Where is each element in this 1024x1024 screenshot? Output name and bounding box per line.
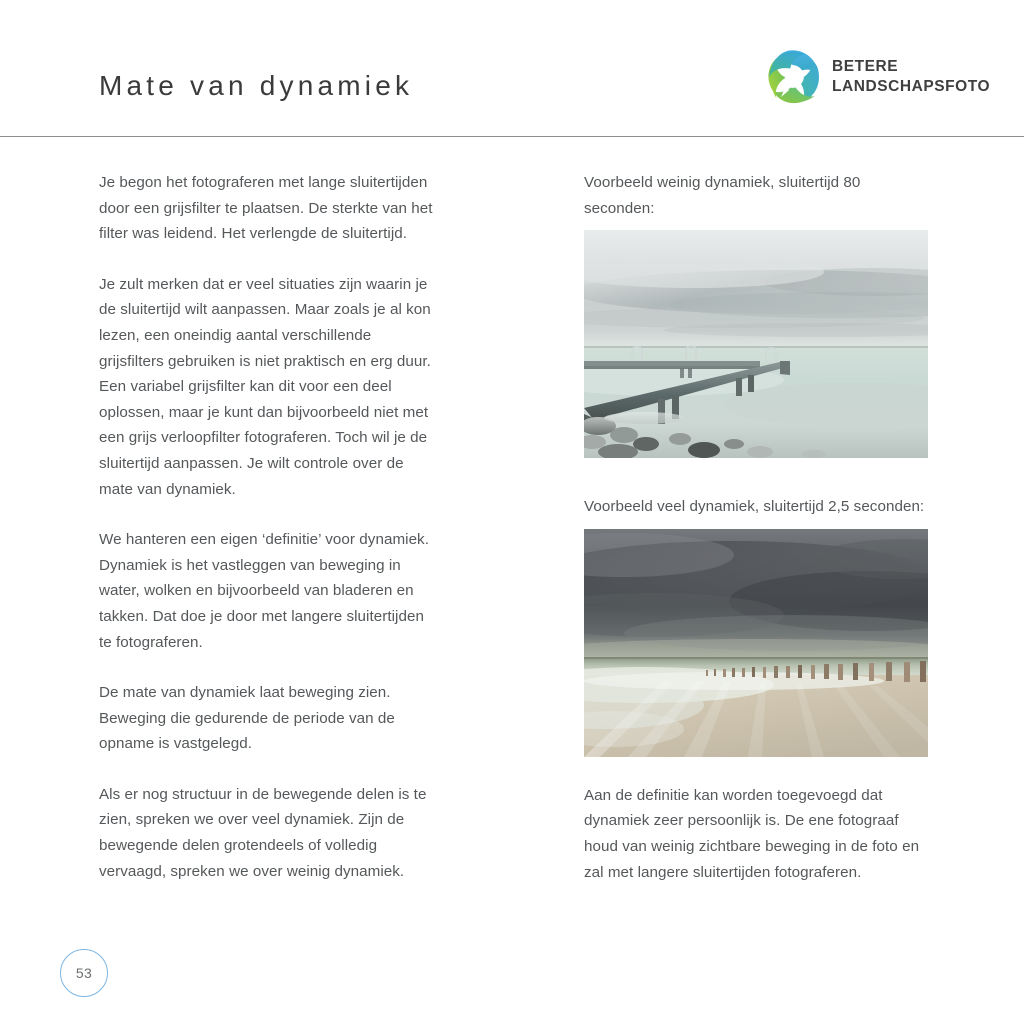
right-media-column bbox=[584, 170, 929, 885]
brand-text bbox=[832, 57, 990, 97]
paragraph: De mate van dynamiek laat beweging zien. Beweging die gedurende de periode van de opname is vastgelegd. bbox=[99, 684, 395, 753]
photo-caption-1: Voorbeeld weinig dynamiek, sluitertijd 80 seconden: bbox=[584, 174, 861, 217]
brand-line-1: BETERE bbox=[832, 57, 899, 75]
long-exposure-pier-seascape-photo bbox=[584, 230, 928, 458]
paragraph: Als er nog structuur in de bewegende delen is te zien, spreken we over veel dynamiek. Zijn de bewegende delen grotendeels of volledig vervaagd, spreken we over weinig dynamiek. bbox=[99, 785, 427, 880]
stormy-beach-breakwater-photo bbox=[584, 529, 928, 757]
page-number-value: 53 bbox=[75, 965, 93, 981]
photo-caption-2: Voorbeeld veel dynamiek, sluitertijd 2,5 seconden: bbox=[584, 498, 925, 516]
page-number-badge bbox=[60, 949, 108, 997]
brand-logo bbox=[764, 48, 990, 105]
paragraph: Je begon het fotograferen met lange sluitertijden door een grijsfilter te plaatsen. De sterkte van het filter was leidend. Het verlengde de sluitertijd. bbox=[99, 174, 433, 243]
swirl-circle-logo-icon bbox=[764, 48, 821, 105]
header-divider bbox=[0, 136, 1024, 137]
left-text-column bbox=[99, 170, 439, 884]
page-header bbox=[0, 0, 1024, 137]
page-title: Mate van dynamiek bbox=[99, 70, 414, 101]
paragraph: Je zult merken dat er veel situaties zijn waarin je de sluitertijd wilt aanpassen. Maar zoals je al kon lezen, een oneindig aantal verschillende grijsfilters gebruiken is niet praktisch en erg duur. Een variabel grijsfilter kan dit voor een deel oplossen, maar je kunt dan bijvoorbeeld niet met een grijs verloopfilter fotograferen. Toch wil je de sluitertijd aanpassen. Je wilt controle over de mate van dynamiek. bbox=[99, 275, 431, 498]
brand-line-2: LANDSCHAPSFOTO bbox=[832, 77, 991, 95]
paragraph: We hanteren een eigen ‘definitie’ voor dynamiek. Dynamiek is het vastleggen van beweging in water, wolken en bijvoorbeeld van bladeren en takken. Dat doe je door met langere sluitertijden te fotograferen. bbox=[99, 531, 429, 651]
closing-paragraph: Aan de definitie kan worden toegevoegd dat dynamiek zeer persoonlijk is. De ene fotograaf houd van weinig zichtbare beweging in de foto en zal met langere sluitertijden fotograferen. bbox=[584, 786, 920, 881]
